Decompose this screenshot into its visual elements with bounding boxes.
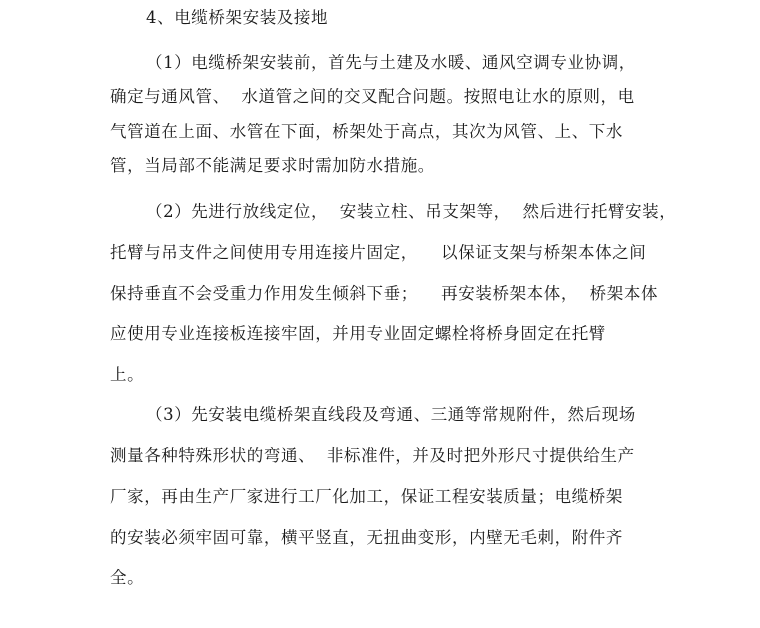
- paragraph-line: 全。: [110, 568, 145, 587]
- paragraph-line: （2）先进行放线定位， 安装立柱、吊支架等， 然后进行托臂安装，: [146, 202, 677, 221]
- paragraph-line: 应使用专业连接板连接牢固，并用专业固定螺栓将桥身固定在托臂: [110, 324, 606, 343]
- paragraph-line: （1）电缆桥架安装前，首先与土建及水暖、通风空调专业协调，: [146, 53, 636, 72]
- paragraph-line: 上。: [110, 365, 145, 384]
- paragraph-line: （3）先安装电缆桥架直线段及弯通、三通等常规附件，然后现场: [146, 405, 636, 424]
- paragraph-line: 确定与通风管、 水道管之间的交叉配合问题。按照电让水的原则，电: [110, 87, 635, 106]
- paragraph-line: 管，当局部不能满足要求时需加防水措施。: [110, 156, 435, 175]
- section-heading: 4、电缆桥架安装及接地: [146, 8, 329, 27]
- paragraph-line: 保持垂直不会受重力作用发生倾斜下垂； 再安装桥架本体， 桥架本体: [110, 284, 659, 303]
- paragraph-line: 的安装必须牢固可靠，横平竖直，无扭曲变形，内壁无毛刺，附件齐: [110, 528, 623, 547]
- paragraph-line: 厂家，再由生产厂家进行工厂化加工，保证工程安装质量；电缆桥架: [110, 487, 623, 506]
- paragraph-line: 气管道在上面、水管在下面，桥架处于高点，其次为风管、上、下水: [110, 122, 623, 141]
- paragraph-line: 托臂与吊支件之间使用专用连接片固定， 以保证支架与桥架本体之间: [110, 243, 647, 262]
- paragraph-line: 测量各种特殊形状的弯通、 非标准件，并及时把外形尺寸提供给生产: [110, 446, 635, 465]
